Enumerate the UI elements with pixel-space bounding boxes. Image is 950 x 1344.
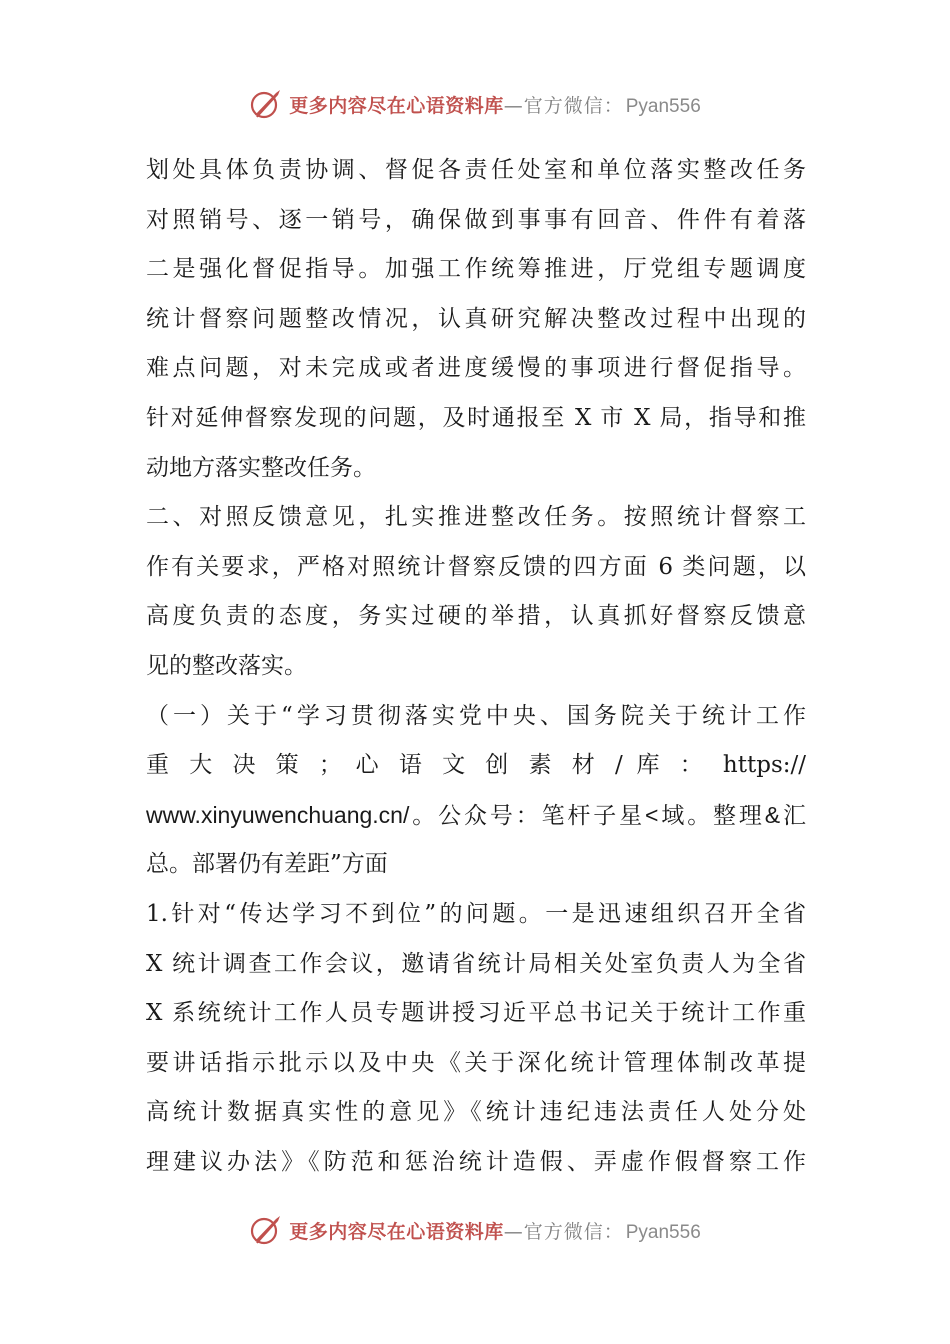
body-line-7: 动地方落实整改任务。: [146, 454, 376, 481]
footer-label: 官方微信：: [523, 1220, 624, 1243]
header-slogan: [289, 91, 701, 118]
body-line-17: X 统计调查工作会议，邀请省统计局相关处室负责人为全省: [146, 950, 806, 977]
body-line-21: 理建议办法》《防范和惩治统计造假、弄虚作假督察工作: [146, 1148, 806, 1175]
body-line-20: 高统计数据真实性的意见》《统计违纪违法责任人处分处: [146, 1099, 806, 1126]
body-line-12: （一）关于“学习贯彻落实党中央、国务院关于统计工作: [146, 702, 806, 729]
footer-account: Pyan556: [625, 1221, 701, 1243]
header-banner: [0, 84, 950, 124]
body-line-13: 重 大 决 策 ； 心 语 文 创 素 材 / 库 ： https://: [146, 752, 806, 779]
body-line-8: 二、对照反馈意见，扎实推进整改任务。按照统计督察工: [146, 504, 806, 531]
quill-logo-icon: [249, 1213, 283, 1247]
body-line-3: 二是强化督促指导。加强工作统筹推进，厅党组专题调度: [146, 256, 806, 283]
footer-banner: [0, 1210, 950, 1250]
header-brand: 更多内容尽在心语资料库: [289, 94, 504, 117]
body-line-9: 作有关要求，严格对照统计督察反馈的四方面 6 类问题，以: [146, 553, 806, 580]
body-line-5: 难点问题，对未完成或者进度缓慢的事项进行督促指导。: [146, 355, 806, 382]
header-dash: —: [503, 94, 524, 117]
body-line-2: 对照销号、逐一销号，确保做到事事有回音、件件有着落: [146, 206, 806, 233]
document-body: [146, 146, 806, 1187]
body-line-16: 1.针对“传达学习不到位”的问题。一是迅速组织召开全省: [146, 900, 806, 927]
body-line-1: 划处具体负责协调、督促各责任处室和单位落实整改任务: [146, 157, 806, 183]
body-line-6: 针对延伸督察发现的问题，及时通报至 X 市 X 局，指导和推: [146, 404, 806, 431]
header-account: Pyan556: [625, 95, 701, 117]
header-label: 官方微信：: [523, 94, 624, 117]
footer-brand: 更多内容尽在心语资料库: [289, 1220, 504, 1243]
footer-slogan: [289, 1217, 701, 1244]
body-line-4: 统计督察问题整改情况，认真研究解决整改过程中出现的: [146, 305, 806, 332]
body-line-15: 总。部署仍有差距”方面: [146, 851, 388, 878]
quill-logo-icon: [249, 87, 283, 121]
footer-dash: —: [503, 1220, 524, 1243]
body-line-11: 见的整改落实。: [146, 652, 307, 679]
body-line-18: X 系统统计工作人员专题讲授习近平总书记关于统计工作重: [146, 1000, 806, 1027]
body-line-10: 高度负责的态度，务实过硬的举措，认真抓好督察反馈意: [146, 603, 806, 630]
body-line-19: 要讲话指示批示以及中央《关于深化统计管理体制改革提: [146, 1049, 806, 1076]
body-line-14: www.xinyuwenchuang.cn/。公众号：笔杆子星<域。整理&汇: [146, 801, 806, 828]
